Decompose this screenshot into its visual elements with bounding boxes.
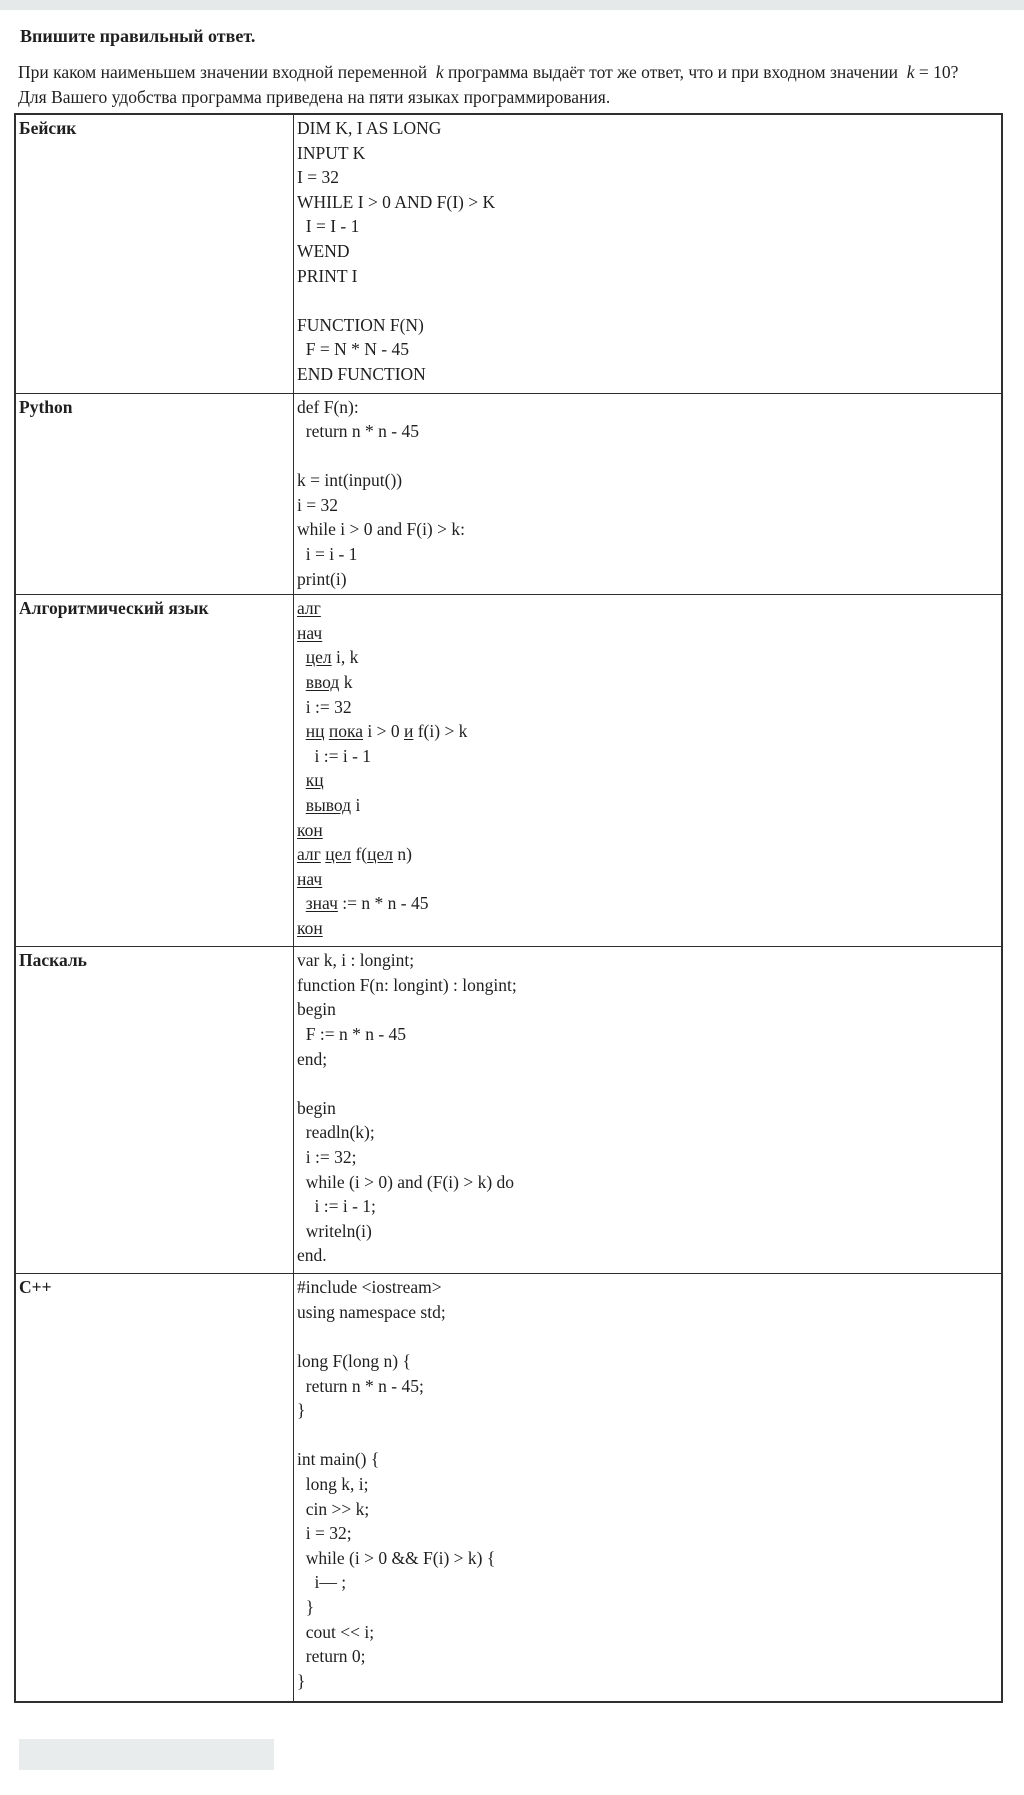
keyword-underlined: нач (297, 868, 323, 889)
table-row (15, 1274, 1002, 1702)
code-segment: i = 32 (297, 494, 338, 515)
code-line (297, 768, 997, 793)
task-page (0, 25, 1024, 1770)
code-line (297, 1669, 997, 1694)
code-cell (294, 1274, 1003, 1702)
code-segment: while (i > 0 && F(i) > k) { (297, 1547, 496, 1568)
question-segment: программа выдаёт тот же ответ, что и при входном значении (443, 62, 907, 82)
code-line (297, 1170, 997, 1195)
keyword-underlined: кон (297, 917, 323, 938)
code-segment: i = i - 1 (297, 544, 358, 565)
code-line (297, 1096, 997, 1121)
code-segment: WHILE I > 0 AND F(I) > K (297, 191, 496, 212)
code-line (297, 190, 997, 215)
code-line (297, 313, 997, 338)
code-segment: k (339, 672, 353, 693)
code-segment: i := i - 1 (297, 745, 372, 766)
code-segment: return n * n - 45 (297, 421, 419, 442)
code-segment: i := 32; (297, 1147, 357, 1167)
code-segment: n) (393, 844, 412, 865)
code-line (297, 1145, 997, 1170)
code-segment: FUNCTION F(N) (297, 314, 424, 335)
language-cell: Python (15, 393, 294, 595)
code-line (297, 891, 997, 916)
code-segment: i = 32; (297, 1523, 352, 1544)
keyword-underlined: алг (297, 598, 321, 619)
language-cell: Бейсик (15, 114, 294, 393)
language-table-body (15, 114, 1002, 1702)
code-segment: i–– ; (297, 1572, 347, 1593)
code-segment: cout << i; (297, 1621, 375, 1642)
code-segment: i := 32 (297, 696, 352, 717)
prompt-heading: Впишите правильный ответ. (20, 26, 256, 46)
table-row (15, 947, 1002, 1274)
code-line (297, 973, 997, 998)
code-segment: } (297, 1400, 306, 1421)
code-cell (294, 947, 1003, 1274)
code-segment: F = N * N - 45 (297, 339, 409, 360)
code-segment: def F(n): (297, 396, 359, 417)
code-segment: F := n * n - 45 (297, 1024, 407, 1045)
code-segment: f( (351, 844, 368, 865)
language-table (14, 113, 1003, 1703)
code-line (297, 744, 997, 769)
code-line (297, 264, 997, 289)
code-segment (297, 795, 306, 815)
code-segment: begin (297, 999, 336, 1020)
keyword-underlined: вывод (305, 795, 352, 815)
code-line (297, 1324, 997, 1349)
code-cell (294, 393, 1003, 595)
code-segment: } (297, 1670, 306, 1691)
table-row (15, 114, 1002, 393)
code-segment: end; (297, 1048, 328, 1069)
keyword-underlined: кон (297, 819, 323, 840)
keyword-underlined: цел (325, 844, 352, 865)
code-line (297, 842, 997, 867)
code-segment: return 0; (297, 1646, 366, 1667)
code-line (297, 337, 997, 362)
code-line (297, 645, 997, 670)
code-segment: while (i > 0) and (F(i) > k) do (297, 1171, 515, 1192)
keyword-underlined: и (403, 721, 414, 742)
table-row (15, 393, 1002, 595)
code-segment: using namespace std; (297, 1301, 446, 1322)
code-line (297, 948, 997, 973)
table-row (15, 595, 1002, 947)
code-line (297, 1047, 997, 1072)
variable-k: k (435, 62, 444, 82)
code-line (297, 1423, 997, 1448)
code-line (297, 1219, 997, 1244)
code-line (297, 670, 997, 695)
code-segment: long k, i; (297, 1474, 369, 1494)
language-cell: Алгоритмический язык (15, 595, 294, 947)
code-segment: var k, i : longint; (297, 950, 415, 971)
code-line (297, 395, 997, 420)
code-line (297, 444, 997, 469)
language-cell: Паскаль (15, 947, 294, 1274)
code-line (297, 165, 997, 190)
code-line (297, 141, 997, 166)
code-line (297, 1398, 997, 1423)
code-line (297, 1349, 997, 1374)
code-segment (297, 893, 306, 913)
code-segment: long F(long n) { (297, 1351, 411, 1372)
code-line (297, 567, 997, 592)
code-line (297, 621, 997, 646)
code-segment: f(i) > k (413, 721, 468, 742)
keyword-underlined: ввод (305, 672, 340, 693)
code-line (297, 1447, 997, 1472)
code-segment: i (351, 795, 361, 815)
keyword-underlined: цел (305, 647, 332, 668)
code-segment: I = I - 1 (297, 216, 360, 237)
code-line (297, 1644, 997, 1669)
code-segment: i > 0 (362, 721, 404, 742)
code-line (297, 362, 997, 387)
code-segment (297, 721, 306, 741)
code-line (297, 719, 997, 744)
code-line (297, 419, 997, 444)
keyword-underlined: нц (305, 721, 325, 742)
code-cell (294, 595, 1003, 947)
code-cell (294, 114, 1003, 393)
code-segment: WEND (297, 240, 350, 261)
keyword-underlined: знач (305, 893, 338, 914)
code-segment: begin (297, 1097, 336, 1118)
keyword-underlined: нач (297, 622, 323, 643)
keyword-underlined: пока (328, 721, 363, 742)
question-text (18, 60, 1008, 110)
code-segment (297, 672, 306, 692)
code-line (297, 1300, 997, 1325)
question-line1 (18, 60, 1008, 85)
code-segment: INPUT K (297, 142, 366, 163)
code-segment: END FUNCTION (297, 363, 426, 384)
code-line (297, 493, 997, 518)
answer-input[interactable] (19, 1739, 274, 1770)
code-line (297, 818, 997, 843)
code-segment: cin >> k; (297, 1498, 370, 1519)
code-line (297, 1620, 997, 1645)
code-line (297, 517, 997, 542)
code-segment: DIM K, I AS LONG (297, 118, 442, 138)
code-segment (297, 770, 306, 790)
code-line (297, 1570, 997, 1595)
code-segment: function F(n: longint) : longint; (297, 974, 517, 995)
code-segment: writeln(i) (297, 1220, 372, 1241)
top-strip (0, 0, 1024, 10)
keyword-underlined: кц (305, 770, 324, 791)
code-line (297, 1472, 997, 1497)
code-segment: return n * n - 45; (297, 1375, 424, 1396)
code-segment: i, k (331, 647, 359, 668)
question-segment: = 10? (914, 62, 959, 82)
code-line (297, 116, 997, 141)
question-segment: При каком наименьшем значении входной переменной (18, 62, 436, 82)
code-line (297, 1071, 997, 1096)
code-line (297, 239, 997, 264)
code-line (297, 214, 997, 239)
code-line (297, 468, 997, 493)
code-segment: #include <iostream> (297, 1277, 442, 1298)
variable-k: k (906, 62, 915, 82)
code-line (297, 1546, 997, 1571)
code-segment: int main() { (297, 1449, 380, 1470)
code-line (297, 916, 997, 941)
code-line (297, 1194, 997, 1219)
code-line (297, 1595, 997, 1620)
question-line2: Для Вашего удобства программа приведена на пяти языках программирования. (18, 87, 611, 107)
code-line (297, 997, 997, 1022)
code-segment: I = 32 (297, 167, 339, 188)
code-line (297, 793, 997, 818)
code-segment: i := i - 1; (297, 1196, 376, 1217)
code-line (297, 867, 997, 892)
code-segment: } (297, 1596, 315, 1617)
code-segment (297, 647, 306, 667)
code-segment: PRINT I (297, 265, 358, 286)
code-line (297, 596, 997, 621)
code-line (297, 1497, 997, 1522)
code-line (297, 1022, 997, 1047)
code-line (297, 288, 997, 313)
code-line (297, 542, 997, 567)
code-segment: while i > 0 and F(i) > k: (297, 519, 465, 540)
code-line (297, 1275, 997, 1300)
code-line (297, 1120, 997, 1145)
code-line (297, 1521, 997, 1546)
language-cell: C++ (15, 1274, 294, 1702)
code-line (297, 1243, 997, 1268)
code-segment: readln(k); (297, 1122, 375, 1143)
code-line (297, 695, 997, 720)
code-segment: end. (297, 1245, 327, 1266)
keyword-underlined: алг (297, 844, 321, 865)
code-segment: := n * n - 45 (337, 893, 429, 914)
code-line (297, 1374, 997, 1399)
keyword-underlined: цел (367, 844, 393, 865)
code-segment: print(i) (297, 568, 347, 589)
code-segment: k = int(input()) (297, 470, 403, 491)
